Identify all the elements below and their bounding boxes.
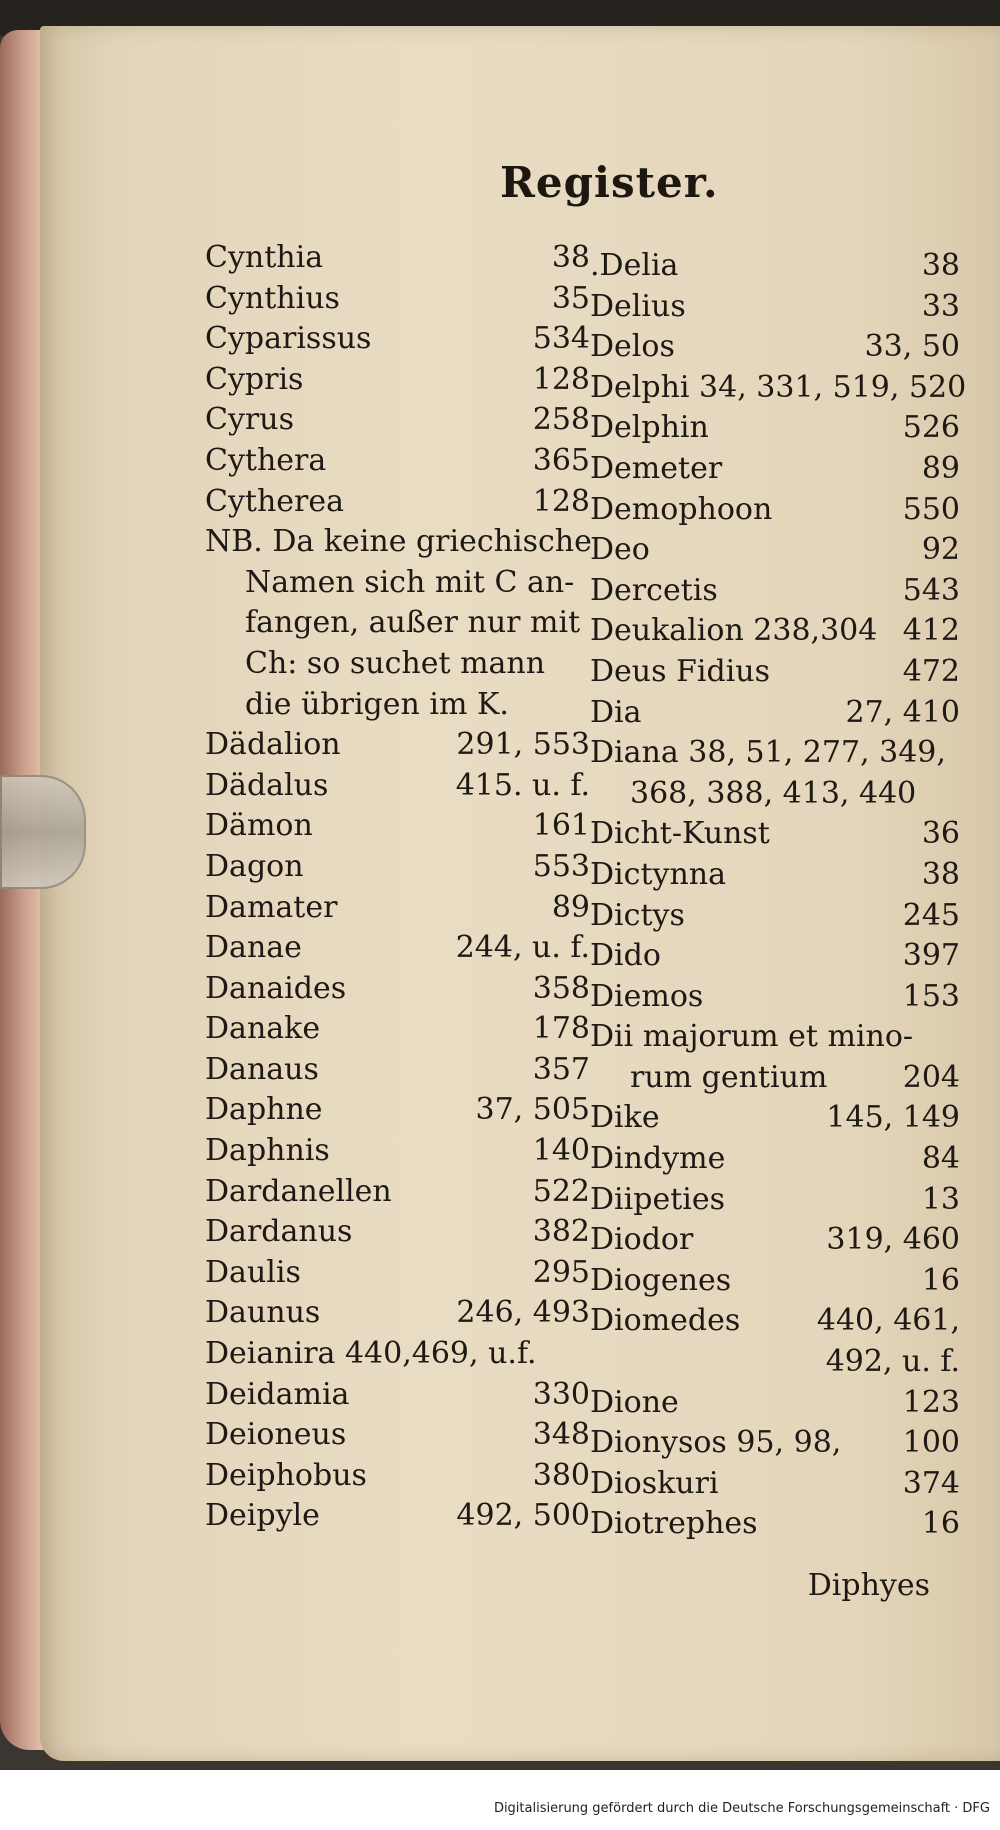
- index-term: rum gentium: [630, 1059, 828, 1095]
- index-term: Dii majorum et mino-: [590, 1019, 914, 1055]
- index-term: fangen, außer nur mit: [245, 605, 581, 641]
- index-page-numbers: 534: [532, 321, 590, 357]
- index-term: Delius: [590, 288, 686, 324]
- index-entry: [205, 928, 590, 969]
- index-page-numbers: 38: [551, 240, 590, 275]
- page-title: Register.: [500, 158, 719, 207]
- index-term: Dionysos 95, 98,: [590, 1425, 842, 1461]
- index-entry: [590, 855, 960, 896]
- index-term: Daphnis: [205, 1133, 330, 1169]
- page-holder-clip: [0, 775, 86, 889]
- index-page-numbers: 161: [532, 808, 590, 844]
- index-term: Dämon: [205, 808, 313, 844]
- index-term: Dädalus: [205, 767, 329, 803]
- index-page-numbers: 365: [532, 442, 590, 478]
- index-term: Cyparissus: [205, 321, 372, 357]
- index-page-numbers: 13: [921, 1181, 960, 1217]
- index-entry: [590, 1423, 960, 1464]
- index-entry: [590, 1220, 960, 1261]
- index-entry: [590, 814, 960, 855]
- index-term: Deo: [590, 532, 650, 568]
- index-term: Danaides: [205, 970, 347, 1006]
- index-term: Deipyle: [205, 1498, 320, 1534]
- index-page-numbers: 16: [921, 1262, 960, 1298]
- index-entry: [590, 530, 960, 571]
- index-term: Dictys: [590, 897, 685, 933]
- index-term: Diomedes: [590, 1303, 741, 1339]
- index-term: Diipeties: [590, 1181, 725, 1217]
- index-term: Cynthius: [205, 280, 340, 316]
- index-term: Cythera: [205, 442, 327, 478]
- index-page-numbers: 295: [532, 1254, 590, 1290]
- index-term: Danake: [205, 1011, 321, 1047]
- index-entry: [590, 1058, 960, 1099]
- index-entry: [590, 327, 960, 368]
- index-term: Diogenes: [590, 1262, 732, 1298]
- index-term: Delphin: [590, 410, 709, 446]
- index-term: Daulis: [205, 1254, 301, 1290]
- index-entry: [205, 1212, 590, 1253]
- index-page-numbers: 92: [921, 532, 960, 568]
- index-entry: [590, 490, 960, 531]
- index-entry: [590, 1301, 960, 1342]
- index-entry: [205, 238, 590, 279]
- index-page-numbers: 492, u. f.: [825, 1344, 960, 1380]
- index-entry: [590, 936, 960, 977]
- index-term: .Delia: [590, 248, 679, 283]
- index-entry: [205, 1090, 590, 1131]
- index-page-numbers: 382: [532, 1214, 590, 1250]
- index-entry: [590, 408, 960, 449]
- index-page-numbers: 319, 460: [826, 1222, 960, 1258]
- index-page-numbers: 526: [902, 410, 960, 446]
- index-entry: [590, 977, 960, 1018]
- index-term: Dardanellen: [205, 1173, 392, 1209]
- index-term: Daunus: [205, 1295, 321, 1331]
- index-page-numbers: 89: [921, 450, 960, 486]
- index-page-numbers: 140: [532, 1133, 590, 1169]
- index-page-numbers: 291, 553: [456, 727, 590, 763]
- index-column-right: [590, 246, 967, 1545]
- index-page-numbers: 246, 493: [456, 1295, 590, 1331]
- index-term: Dardanus: [205, 1214, 353, 1250]
- index-entry: [205, 279, 590, 320]
- index-entry: [590, 571, 960, 612]
- index-page-numbers: 543: [902, 572, 960, 608]
- index-term: Dike: [590, 1100, 660, 1136]
- index-page-numbers: 374: [902, 1465, 960, 1501]
- index-page-numbers: 330: [532, 1376, 590, 1412]
- index-entry: [205, 319, 590, 360]
- index-entry: [590, 1139, 960, 1180]
- index-page-numbers: 357: [532, 1051, 590, 1087]
- index-entry: [590, 287, 960, 328]
- index-entry: [205, 603, 590, 644]
- index-term: Delos: [590, 329, 675, 365]
- index-page-numbers: 380: [532, 1457, 590, 1493]
- digitization-credit: Digitalisierung gefördert durch die Deutsche Forschungsgemeinschaft · DFG: [493, 1801, 990, 1816]
- index-entry: [205, 1496, 590, 1537]
- index-entry: [590, 246, 960, 287]
- index-page-numbers: 472: [902, 653, 960, 689]
- index-page-numbers: 27, 410: [845, 694, 960, 730]
- index-term: Demeter: [590, 450, 723, 486]
- index-page-numbers: 37, 505: [475, 1092, 590, 1128]
- index-term: Cynthia: [205, 240, 324, 275]
- index-term: Diana 38, 51, 277, 349,: [590, 735, 946, 771]
- index-page-numbers: 35: [551, 280, 590, 316]
- index-term: Dione: [590, 1384, 679, 1420]
- index-term: Deidamia: [205, 1376, 350, 1412]
- index-column-left: [205, 238, 590, 1537]
- index-term: Cyrus: [205, 402, 294, 438]
- index-page-numbers: 412: [902, 613, 960, 649]
- index-page-numbers: 145, 149: [826, 1100, 960, 1136]
- index-term: Deus Fidius: [590, 653, 770, 689]
- index-page-numbers: 358: [532, 970, 590, 1006]
- index-term: Dercetis: [590, 572, 718, 608]
- index-entry: [205, 806, 590, 847]
- index-page-numbers: 100: [902, 1425, 960, 1461]
- index-term: Demophoon: [590, 491, 773, 527]
- index-entry: [205, 360, 590, 401]
- index-page-numbers: 258: [532, 402, 590, 438]
- index-entry: [590, 1261, 960, 1302]
- index-term: Ch: so suchet mann: [245, 645, 546, 681]
- index-page-numbers: 553: [532, 848, 590, 884]
- index-page-numbers: 84: [921, 1141, 960, 1177]
- index-term: Daphne: [205, 1092, 323, 1128]
- index-entry: [205, 400, 590, 441]
- index-entry: [590, 449, 960, 490]
- index-entry: [590, 1383, 960, 1424]
- index-page-numbers: 33, 50: [864, 329, 960, 365]
- index-page-numbers: 16: [921, 1506, 960, 1542]
- index-entry: [205, 1050, 590, 1091]
- index-page-numbers: 522: [532, 1173, 590, 1209]
- index-entry: [205, 644, 590, 685]
- index-term: Cypris: [205, 361, 304, 397]
- index-term: Cytherea: [205, 483, 345, 519]
- index-entry: [590, 1342, 960, 1383]
- index-term: Danaus: [205, 1051, 319, 1087]
- index-term: Dictynna: [590, 856, 726, 892]
- index-entry: [590, 368, 967, 409]
- index-entry: [205, 1456, 590, 1497]
- index-term: NB. Da keine griechische: [205, 524, 592, 560]
- index-term: Dicht-Kunst: [590, 816, 770, 852]
- index-page-numbers: 492, 500: [456, 1498, 590, 1534]
- index-entry: [590, 774, 960, 815]
- index-page-numbers: 348: [532, 1417, 590, 1453]
- index-entry: [590, 611, 960, 652]
- footer-bar: [0, 1770, 1000, 1830]
- index-term: Deioneus: [205, 1417, 347, 1453]
- index-page-numbers: 128: [532, 361, 590, 397]
- index-entry: [590, 652, 960, 693]
- index-entry: [590, 1017, 960, 1058]
- index-page-numbers: 38: [921, 248, 960, 283]
- index-term: Diotrephes: [590, 1506, 758, 1542]
- index-term: Deiphobus: [205, 1457, 367, 1493]
- index-page-numbers: 204: [902, 1059, 960, 1095]
- index-term: Delphi 34, 331, 519, 520: [590, 369, 967, 405]
- index-page-numbers: 128: [532, 483, 590, 519]
- index-page-numbers: 550: [902, 491, 960, 527]
- index-entry: [205, 888, 590, 929]
- index-entry: [205, 1131, 590, 1172]
- index-term: Dädalion: [205, 727, 341, 763]
- index-page-numbers: 33: [921, 288, 960, 324]
- index-entry: [205, 766, 590, 807]
- index-entry: [205, 725, 590, 766]
- index-term: die übrigen im K.: [245, 686, 509, 722]
- index-entry: [205, 685, 590, 726]
- index-term: Diemos: [590, 978, 704, 1014]
- index-entry: [590, 1464, 960, 1505]
- index-entry: [205, 1334, 590, 1375]
- index-entry: [205, 441, 590, 482]
- index-entry: [205, 522, 590, 563]
- catchword: Diphyes: [807, 1568, 930, 1603]
- index-page-numbers: 38: [921, 856, 960, 892]
- index-entry: [590, 693, 960, 734]
- index-entry: [205, 1375, 590, 1416]
- index-page-numbers: 178: [532, 1011, 590, 1047]
- index-term: Deukalion 238,304: [590, 613, 878, 649]
- index-term: Namen sich mit C an-: [245, 564, 575, 600]
- index-entry: [590, 733, 960, 774]
- index-term: Dido: [590, 938, 661, 974]
- index-page-numbers: 440, 461,: [816, 1303, 960, 1339]
- index-entry: [205, 1009, 590, 1050]
- index-term: Dia: [590, 694, 642, 730]
- index-term: Diodor: [590, 1222, 694, 1258]
- index-entry: [205, 1293, 590, 1334]
- index-page-numbers: 89: [551, 889, 590, 925]
- index-entry: [205, 847, 590, 888]
- index-term: 368, 388, 413, 440: [630, 775, 917, 811]
- index-term: Damater: [205, 889, 338, 925]
- index-term: Deianira 440,469, u.f.: [205, 1336, 537, 1372]
- index-entry: [590, 1504, 960, 1545]
- index-entry: [205, 482, 590, 523]
- index-page-numbers: 123: [902, 1384, 960, 1420]
- index-term: Dioskuri: [590, 1465, 719, 1501]
- index-entry: [590, 1098, 960, 1139]
- index-term: Dagon: [205, 848, 304, 884]
- index-entry: [205, 969, 590, 1010]
- index-entry: [205, 1253, 590, 1294]
- index-entry: [205, 563, 590, 604]
- index-term: Danae: [205, 930, 302, 966]
- index-entry: [205, 1172, 590, 1213]
- index-term: Dindyme: [590, 1141, 726, 1177]
- index-entry: [590, 1180, 960, 1221]
- index-page-numbers: 244, u. f.: [455, 930, 590, 966]
- index-page-numbers: 397: [902, 938, 960, 974]
- index-page-numbers: 36: [921, 816, 960, 852]
- index-entry: [205, 1415, 590, 1456]
- index-page-numbers: 415. u. f.: [455, 767, 590, 803]
- index-page-numbers: 245: [902, 897, 960, 933]
- index-entry: [590, 896, 960, 937]
- index-page-numbers: 153: [902, 978, 960, 1014]
